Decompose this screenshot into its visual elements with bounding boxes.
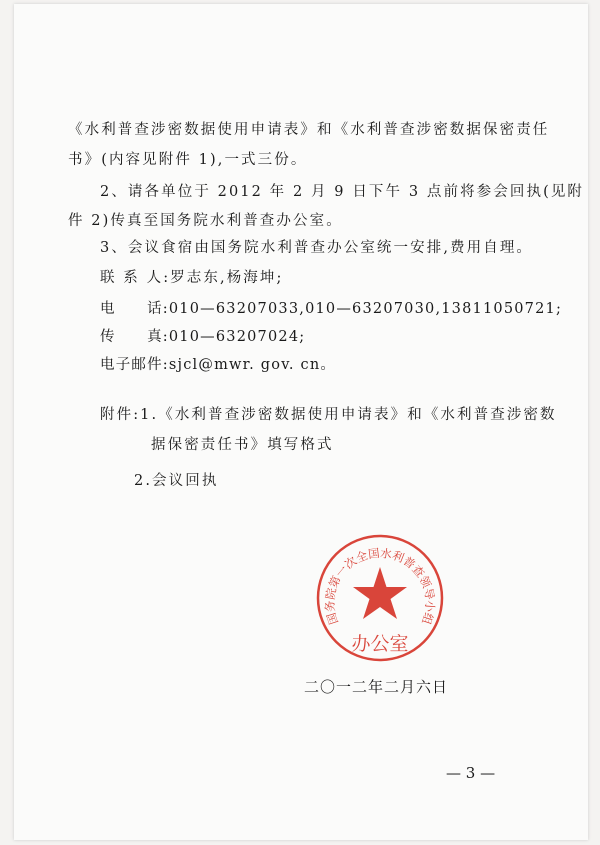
body-line: 3、会议食宿由国务院水利普查办公室统一安排,费用自理。 [100,240,534,256]
attachment-line: 2.会议回执 [134,473,219,489]
body-line: 件 2)传真至国务院水利普查办公室。 [68,213,343,229]
contact-phone: 电 话:010—63207033,010—63207030,13811050721; [100,301,563,317]
official-seal [314,532,446,664]
attachment-line: 据保密责任书》填写格式 [151,437,334,453]
contact-fax: 传 真:010—63207024; [100,329,306,345]
document-date: 二〇一二年二月六日 [304,678,449,696]
attachment-line: 附件:1.《水利普查涉密数据使用申请表》和《水利普查涉密数 [100,407,557,423]
document-page [14,4,588,840]
body-line: 《水利普查涉密数据使用申请表》和《水利普查涉密数据保密责任 [68,122,550,138]
contact-email: 电子邮件:sjcl@mwr. gov. cn。 [100,357,337,373]
body-line: 书》(内容见附件 1),一式三份。 [68,152,308,168]
contact-person: 联 系 人:罗志东,杨海坤; [100,270,284,286]
star-icon [353,567,407,619]
seal-center-text: 办公室 [351,633,409,655]
page-number: — 3 — [446,764,496,782]
body-line: 2、请各单位于 2012 年 2 月 9 日下午 3 点前将参会回执(见附 [100,184,585,200]
seal-ring-text: 国务院第一次全国水利普查领导小组 [322,545,438,627]
